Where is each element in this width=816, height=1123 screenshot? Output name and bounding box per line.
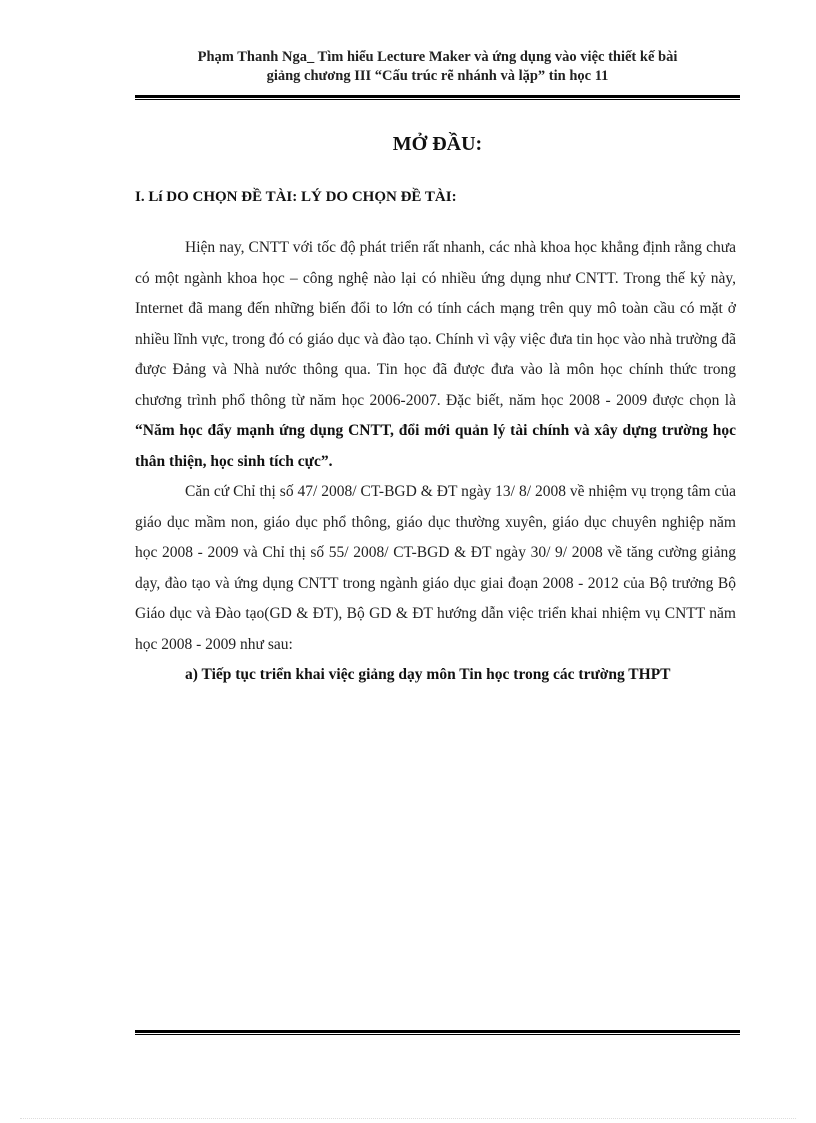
paragraph-directive: Căn cứ Chỉ thị số 47/ 2008/ CT-BGD & ĐT ngày 13/ 8/ 2008 về nhiệm vụ trọng tâm của giáo dục mầm non, giáo dục phổ thông, giáo dục thường xuyên, giáo dục chuyên nghiệp năm học 2008 - 2009 và Chỉ thị số 55/ 2008/ CT-BGD & ĐT ngày 30/ 9/ 2008 về tăng cường giảng dạy, đào tạo và ứng dụng CNTT trong ngành giáo dục giai đoạn 2008 - 2012 của Bộ trưởng Bộ Giáo dục và Đào tạo(GD & ĐT), Bộ GD & ĐT hướng dẫn việc triển khai nhiệm vụ CNTT năm học 2008 - 2009 như sau: bbox=[135, 483, 736, 653]
page-title: MỞ ĐẦU: bbox=[392, 133, 483, 155]
header-line-1: Phạm Thanh Nga_ Tìm hiểu Lecture Maker và ứng dụng vào việc thiết kế bài bbox=[197, 49, 678, 65]
header-line-2: giảng chương III “Cấu trúc rẽ nhánh và lặp” tin học 11 bbox=[266, 68, 609, 84]
subheading-a: a) Tiếp tục triển khai việc giảng dạy môn Tin học trong các trường THPT bbox=[185, 666, 671, 683]
body-text bbox=[135, 233, 736, 691]
header-rule bbox=[135, 95, 740, 100]
paragraph-intro-text: Hiện nay, CNTT với tốc độ phát triển rất nhanh, các nhà khoa học khẳng định rằng chưa có một ngành khoa học – công nghệ nào lại có nhiều ứng dụng như CNTT. Trong thế kỷ này, Internet đã mang đến những biến đổi to lớn có tính cách mạng trên quy mô toàn cầu có mặt ở nhiều lĩnh vực, trong đó có giáo dục và đào tạo. Chính vì vậy việc đưa tin học vào nhà trường đã được Đảng và Nhà nước thông qua. Tin học đã được đưa vào là môn học chính thức trong chương trình phổ thông từ năm học 2006-2007. Đặc biết, năm học 2008 - 2009 được chọn là bbox=[135, 239, 736, 409]
page-edge-dots bbox=[20, 1118, 796, 1119]
footer-rule bbox=[135, 1030, 740, 1035]
paragraph-intro-bold: “Năm học đẩy mạnh ứng dụng CNTT, đổi mới quản lý tài chính và xây dựng trường học thân thiện, học sinh tích cực”. bbox=[135, 422, 736, 470]
running-header bbox=[135, 48, 740, 86]
paragraph-intro bbox=[135, 233, 736, 477]
section-heading: I. Lí DO CHỌN ĐỀ TÀI: LÝ DO CHỌN ĐỀ TÀI: bbox=[135, 189, 457, 205]
